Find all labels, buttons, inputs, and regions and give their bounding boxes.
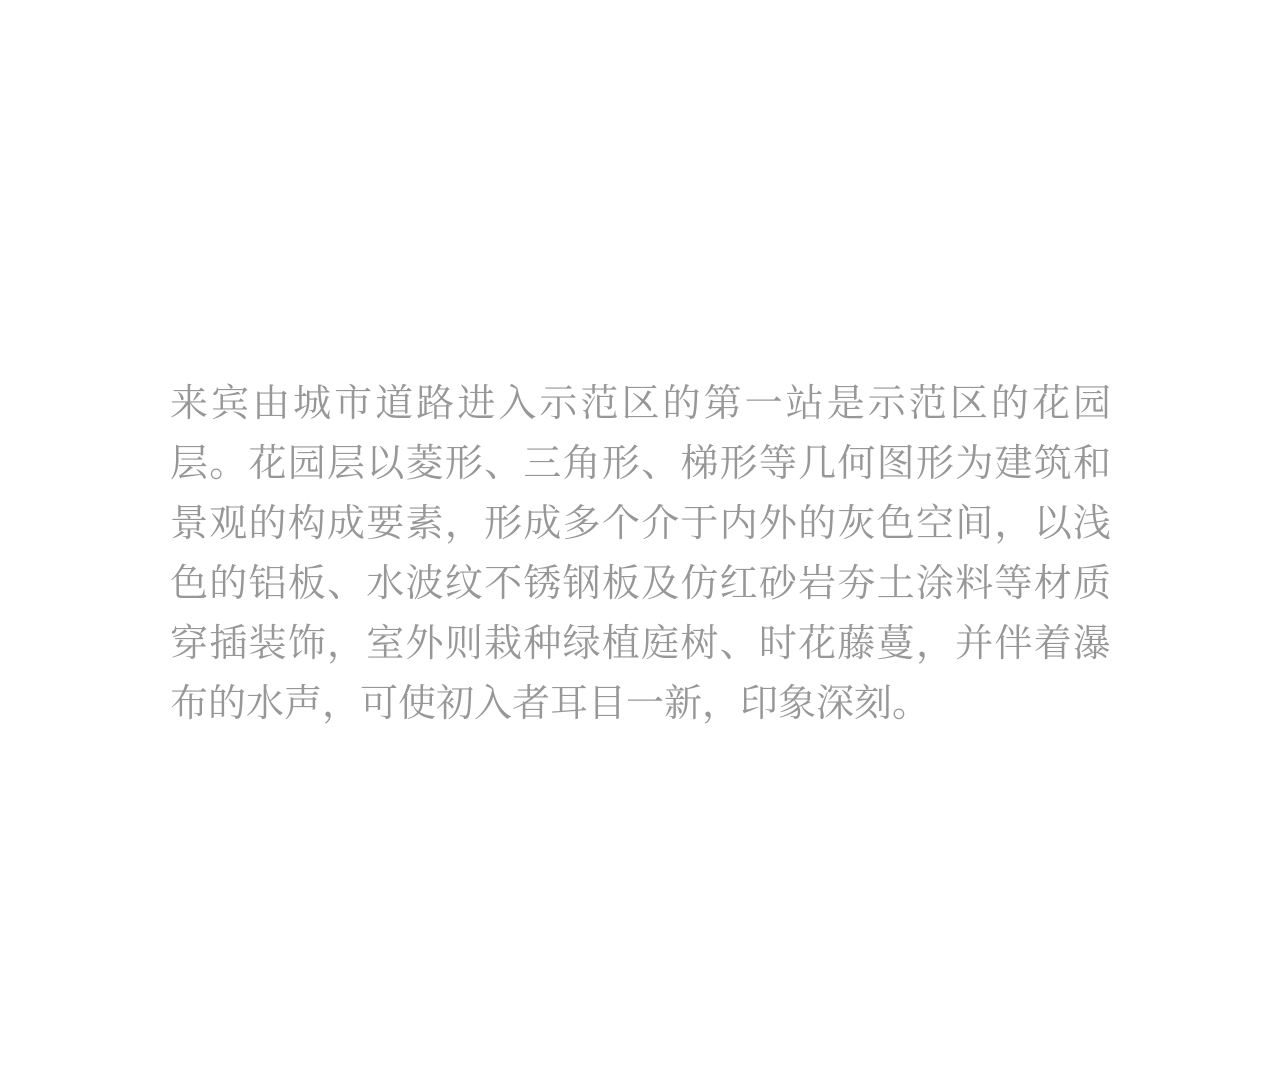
paragraph-line: 色的铝板、水波纹不锈钢板及仿红砂岩夯土涂料等材质 bbox=[170, 563, 1111, 605]
paragraph-line: 层。花园层以菱形、三角形、梯形等几何图形为建筑和 bbox=[170, 443, 1111, 485]
paragraph-line: 布的水声，可使初入者耳目一新，印象深刻。 bbox=[170, 683, 931, 725]
body-paragraph bbox=[170, 374, 1111, 734]
paragraph-line: 穿插装饰，室外则栽种绿植庭树、时花藤蔓，并伴着瀑 bbox=[170, 623, 1111, 665]
paragraph-line: 景观的构成要素，形成多个介于内外的灰色空间，以浅 bbox=[170, 503, 1111, 545]
paragraph-line: 来宾由城市道路进入示范区的第一站是示范区的花园 bbox=[170, 383, 1111, 425]
